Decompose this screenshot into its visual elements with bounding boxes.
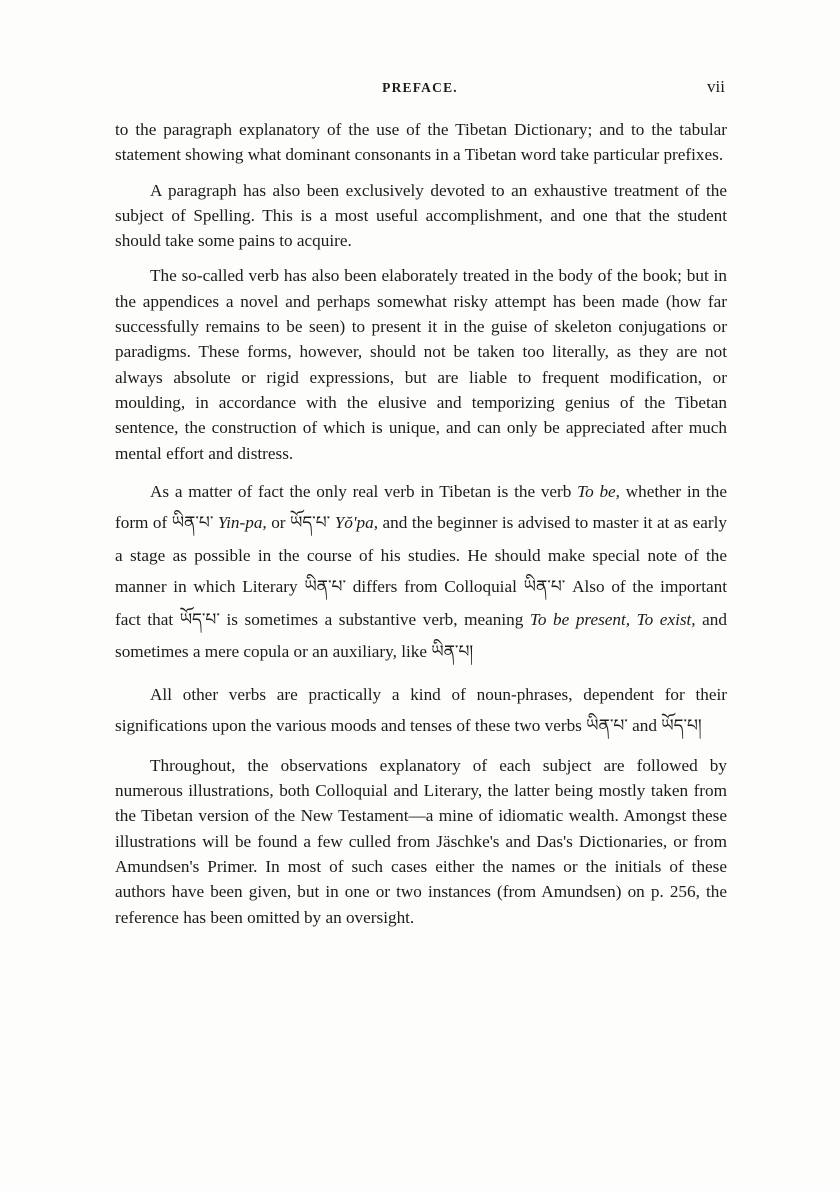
- tibetan-yin-pa-3: ཡིན་པ་: [586, 716, 628, 737]
- p4-text-7: is sometimes a substantive verb, meaning: [219, 609, 530, 629]
- p5-text-1: All other verbs are practically a kind of noun-phrases, dependent for their significations upon the various moods and tenses of these two verbs: [115, 684, 727, 736]
- p4-text-6: Also of the important fact that: [115, 577, 727, 629]
- p4-text-2: whether in the form of: [115, 481, 727, 533]
- running-header: [115, 77, 725, 102]
- tibetan-literary: ཡིན་པ་: [304, 577, 347, 598]
- p5-text-2: and: [627, 716, 662, 736]
- header-title: PREFACE.: [382, 80, 458, 95]
- p4-text-8: and sometimes a mere copula or an auxiliary, like: [115, 609, 727, 662]
- paragraph-6: Throughout, the observations explanatory of each subject are followed by numerous illustrations, both Colloquial and Literary, the latter being mostly taken from the Tibetan version of the New Testament—a mine of idiomatic wealth. Amongst these illustrations will be found a few culled from Jäschke's and Das's Dictionaries, or from Amundsen's Primer. In most of such cases either the names or the initials of these authors have been given, but in one or two instances (from Amundsen) on p. 256, the reference has been omitted by an oversight.: [115, 755, 727, 927]
- tibetan-yod-pa: ཡོད་པ་: [290, 513, 331, 534]
- paragraph-3: The so-called verb has also been elaborately treated in the body of the book; but in the appendices a novel and perhaps somewhat risky attempt has been made (how far successfully remains to be seen) to present it in the guise of skeleton conjugations or paradigms. These forms, however, should not be taken too literally, as they are not always absolute or rigid expressions, but are liable to frequent modification, or moulding, in accordance with the elusive and temporizing genius of the Tibetan sentence, the construction of which is unique, and can only be appreciated after much mental effort and distress.: [115, 266, 727, 463]
- p4-text-1: As a matter of fact the only real verb in Tibetan is the verb: [150, 481, 578, 501]
- p4-emphasis-to-be: To be,: [577, 481, 620, 501]
- p4-emphasis-yod-pa: Yŏ'pa,: [334, 513, 379, 533]
- tibetan-yod-pa-shad: ཡོད་པ།: [661, 716, 702, 737]
- tibetan-yin-pa-shad: ཡིན་པ།: [431, 642, 474, 663]
- page-number: vii: [707, 77, 725, 96]
- paragraph-5: [115, 679, 727, 743]
- tibetan-yin-pa: ཡིན་པ་: [171, 513, 214, 534]
- paragraph-4: [115, 476, 727, 669]
- paragraph-1: to the paragraph explanatory of the use of the Tibetan Dictionary; and to the tabular statement showing what dominant consonants in a Tibetan word take particular prefixes.: [115, 120, 727, 165]
- p4-text-4: and the beginner is advised to master it at as early a stage as possible in the course of his studies. He should make special note of the manner in which Literary: [115, 513, 728, 597]
- p4-text-5: differs from Colloquial: [346, 577, 524, 597]
- body-text: [115, 117, 727, 940]
- paragraph-2: A paragraph has also been exclusively devoted to an exhaustive treatment of the subject of Spelling. This is a most useful accomplishment, and one that the student should take some pains to acquire.: [115, 180, 727, 251]
- p4-emphasis-yin-pa: Yin-pa,: [217, 513, 267, 533]
- tibetan-colloquial: ཡིན་པ་: [523, 577, 566, 598]
- p4-text-3: or: [266, 513, 291, 533]
- p4-emphasis-present-exist: To be present, To exist,: [529, 609, 696, 629]
- tibetan-yod-pa-2: ཡོད་པ་: [179, 609, 220, 630]
